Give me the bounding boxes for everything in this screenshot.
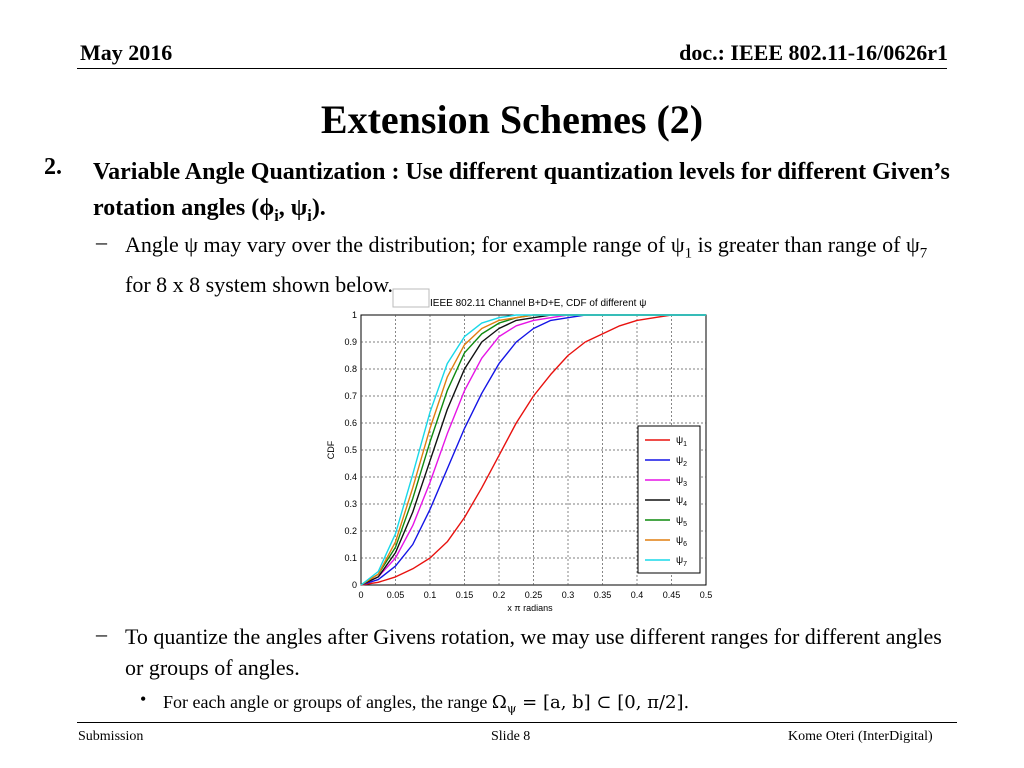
legend-label-1: $\psi_1$ [676, 435, 688, 448]
x-tick-label: 0.25 [524, 590, 543, 600]
y-tick-label: 0 [351, 580, 357, 590]
chart-legend [638, 426, 700, 573]
header-divider [77, 68, 947, 69]
y-tick-label: 0.5 [344, 445, 357, 455]
y-tick-label: 0.8 [344, 364, 357, 374]
psi-subscript: i [307, 205, 312, 225]
x-tick-label: 0.05 [386, 590, 405, 600]
x-axis-label: x π radians [507, 603, 553, 613]
y-tick-label: 1 [351, 310, 357, 320]
omega-subscript: ψ [506, 701, 517, 716]
y-tick-label: 0.9 [344, 337, 357, 347]
sub1-text-a: Angle ψ may vary over the distribution; for example range of ψ [125, 232, 685, 257]
footer-slide-number: Slide 8 [491, 729, 531, 744]
x-tick-label: 0.4 [630, 590, 644, 600]
item-text [93, 154, 953, 234]
legend-label-3: $\psi_3$ [676, 475, 688, 488]
phi-subscript: i [274, 205, 279, 225]
range-formula-rest: = [a, b] ⊂ [0, π/2]. [516, 692, 690, 713]
x-tick-label: 0.2 [492, 590, 506, 600]
y-tick-labels [344, 310, 357, 590]
sub1-text-c: for 8 x 8 system shown below. [125, 272, 394, 298]
slide-title: Extension Schemes (2) [320, 97, 704, 142]
chart-title: IEEE 802.11 Channel B+D+E, CDF of different ψ [430, 298, 647, 309]
footer-author: Kome Oteri (InterDigital) [788, 729, 933, 744]
legend-label-5: $\psi_5$ [676, 515, 688, 528]
y-tick-label: 0.2 [344, 526, 357, 536]
item-comma: , [278, 195, 291, 221]
item-close: ). [311, 195, 326, 221]
x-tick-label: 0.3 [561, 590, 575, 600]
dash-marker-1: – [96, 229, 107, 254]
header-date: May 2016 [80, 40, 173, 65]
sub1-subscript-7: 7 [919, 245, 928, 262]
cdf-chart [320, 288, 720, 618]
footer-submission: Submission [78, 729, 144, 744]
y-tick-label: 0.3 [344, 499, 357, 509]
chart-title-box [393, 289, 429, 307]
y-tick-label: 0.4 [344, 472, 357, 482]
legend-label-7: $\psi_7$ [676, 555, 688, 568]
legend-label-4: $\psi_4$ [676, 495, 688, 508]
y-axis-label: CDF [326, 440, 336, 460]
x-tick-label: 0 [358, 590, 364, 600]
item-text-a: Variable Angle Quantization : Use different quantization levels for different Given’s rotation angles ( [93, 159, 950, 221]
sub1-subscript-1: 1 [684, 245, 693, 262]
x-tick-labels [358, 590, 712, 600]
x-tick-label: 0.15 [455, 590, 474, 600]
sub1-text-b: is greater than range of ψ [692, 232, 920, 257]
y-tick-label: 0.1 [344, 553, 357, 563]
item-number: 2. [44, 154, 62, 180]
bullet-marker: • [140, 689, 147, 709]
y-tick-label: 0.7 [344, 391, 357, 401]
footer-divider [77, 722, 957, 723]
x-tick-label: 0.1 [423, 590, 437, 600]
x-tick-label: 0.35 [593, 590, 612, 600]
psi-symbol: ψ [290, 195, 308, 221]
phi-symbol: ϕ [259, 195, 275, 221]
x-tick-label: 0.5 [699, 590, 713, 600]
dash-marker-2: – [96, 621, 107, 646]
x-tick-label: 0.45 [662, 590, 681, 600]
sub-point-3 [163, 689, 963, 722]
legend-label-2: $\psi_2$ [676, 455, 688, 468]
omega-symbol: Ω [491, 692, 507, 713]
legend-label-6: $\psi_6$ [676, 535, 688, 548]
range-formula [491, 692, 690, 716]
sub-point-2: To quantize the angles after Givens rotation, we may use different ranges for different angles or groups of angles. [125, 624, 942, 680]
y-tick-label: 0.6 [344, 418, 357, 428]
header-doc-id: doc.: IEEE 802.11-16/0626r1 [679, 40, 948, 65]
sub3-text: For each angle or groups of angles, the range [163, 692, 492, 712]
